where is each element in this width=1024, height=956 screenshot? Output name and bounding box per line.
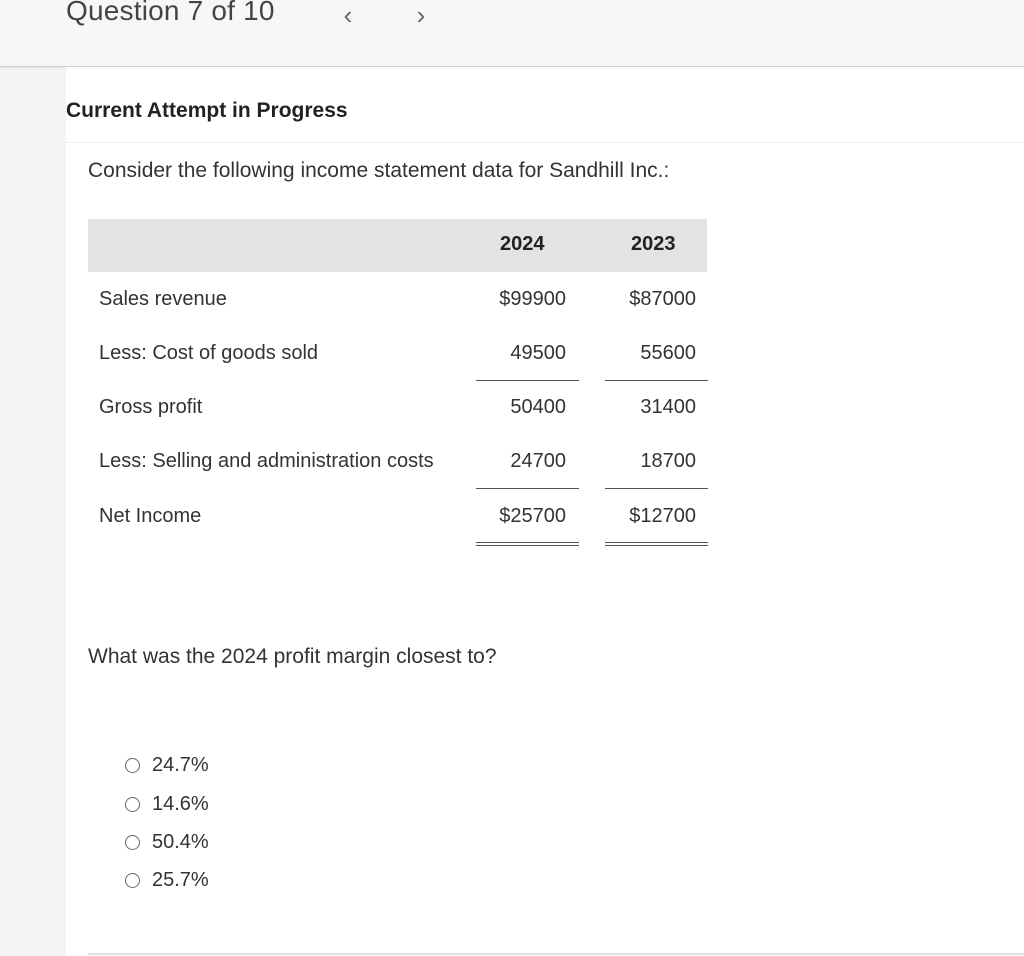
row-label-cost-of-goods-sold: Less: Cost of goods sold xyxy=(99,342,319,364)
cell-cogs-2023: 55600 xyxy=(640,342,696,364)
row-label-selling-admin-costs: Less: Selling and administration costs xyxy=(99,450,434,472)
cell-sales-revenue-2023: $87000 xyxy=(629,288,696,310)
cell-net-income-2024: $25700 xyxy=(499,505,566,527)
divider xyxy=(66,142,1024,143)
column-header-2024: 2024 xyxy=(500,233,545,255)
next-question-button[interactable] xyxy=(409,0,433,30)
answer-option[interactable] xyxy=(125,867,209,893)
answer-option-label: 24.7% xyxy=(152,753,209,776)
row-label-gross-profit: Gross profit xyxy=(99,396,203,418)
row-label-net-income: Net Income xyxy=(99,505,202,527)
answer-option[interactable] xyxy=(125,791,209,817)
cell-cogs-2024: 49500 xyxy=(510,342,566,364)
previous-question-button[interactable] xyxy=(336,0,360,30)
subtotal-rule xyxy=(605,380,708,381)
cell-sales-revenue-2024: $99900 xyxy=(499,288,566,310)
subtotal-rule xyxy=(476,488,579,489)
radio-button-icon[interactable] xyxy=(125,758,140,773)
answer-option-label: 50.4% xyxy=(152,830,209,853)
column-header-2023: 2023 xyxy=(631,233,676,255)
divider xyxy=(88,953,1024,955)
subtotal-rule xyxy=(476,380,579,381)
total-double-rule xyxy=(605,542,708,543)
cell-gross-profit-2023: 31400 xyxy=(640,396,696,418)
attempt-status: Current Attempt in Progress xyxy=(66,99,348,122)
total-double-rule xyxy=(476,545,579,546)
radio-button-icon[interactable] xyxy=(125,835,140,850)
total-double-rule xyxy=(605,545,708,546)
question-intro: Consider the following income statement data for Sandhill Inc.: xyxy=(88,159,670,182)
cell-net-income-2023: $12700 xyxy=(629,505,696,527)
total-double-rule xyxy=(476,542,579,543)
answer-option-label: 25.7% xyxy=(152,868,209,891)
question-header xyxy=(0,0,1024,67)
answer-option[interactable] xyxy=(125,752,209,778)
answer-option-label: 14.6% xyxy=(152,792,209,815)
cell-selling-admin-2023: 18700 xyxy=(640,450,696,472)
table-header xyxy=(88,219,707,272)
question-counter: Question 7 of 10 xyxy=(66,0,275,26)
question-content xyxy=(66,67,1024,956)
cell-selling-admin-2024: 24700 xyxy=(510,450,566,472)
answer-option[interactable] xyxy=(125,829,209,855)
chevron-left-icon: ‹ xyxy=(343,0,353,30)
radio-button-icon[interactable] xyxy=(125,873,140,888)
cell-gross-profit-2024: 50400 xyxy=(510,396,566,418)
subtotal-rule xyxy=(605,488,708,489)
radio-button-icon[interactable] xyxy=(125,797,140,812)
row-label-sales-revenue: Sales revenue xyxy=(99,288,227,310)
chevron-right-icon: › xyxy=(416,0,426,30)
question-prompt: What was the 2024 profit margin closest to? xyxy=(88,645,497,668)
